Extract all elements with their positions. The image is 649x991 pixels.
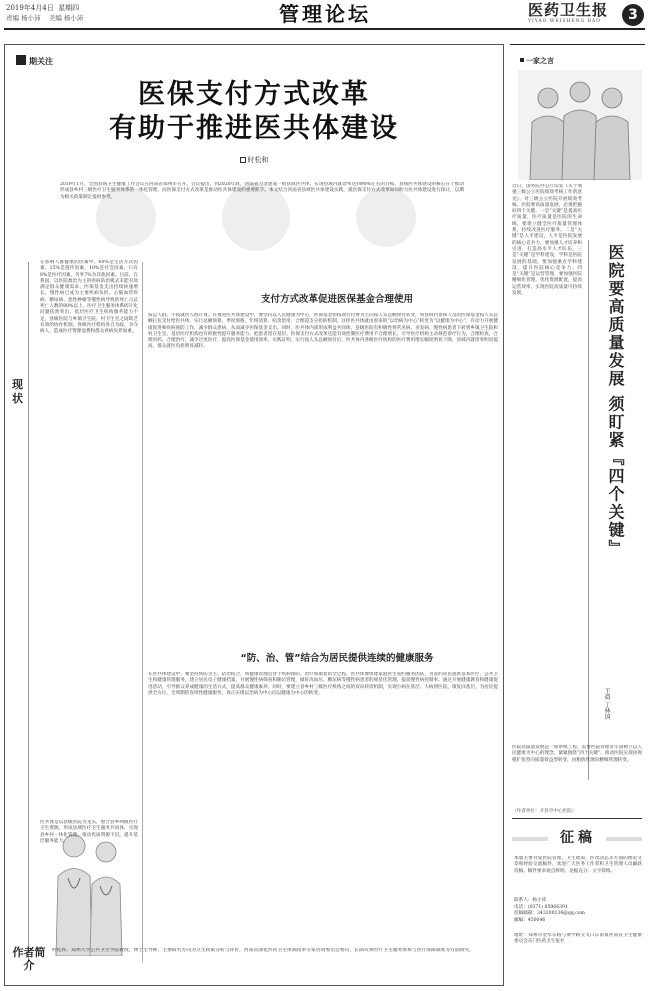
left-column-text: 在影响人群健康的因素中，60%是生活方式因素，15%是遗传因素，10%是社会因素，只有8%是医疗因素，另外7%为其他因素。目前，在我国，以医院救治为主的疾病防治模式未能有效满足群众健康需求，医保基金支出持续快速增长，慢性病已成为主要疾病负担。心脑血管疾病、糖尿病、恶性肿瘤等慢性病导致的死亡占总死亡人数的80%以上。医疗卫生服务体系碎片化问题依然突出，基层医疗卫生机构服务能力不足，县级医院与乡镇卫生院、村卫生室之间缺乏有效的协作机制，各级医疗机构各自为政，争夺病人，造成医疗资源浪费和群众看病负担加重。 <box>40 260 138 335</box>
sidebar-article-text: 近日，国务院办公厅印发《关于加强三级公立医院绩效考核工作的意见》，对三级公立医院开展绩效考核。医院要高质量发展，必须把握好四个关键。一是“关键”是提高医疗质量，医疗质量是医院的生命线，要建立健全医疗质量管理体系，持续改进医疗服务。二是“关键”是人才建设，人才是医院发展的核心竞争力，要加强人才培养和引进，打造高水平人才队伍。三是“关键”是学科建设，学科是医院发展的基础，要加强重点学科建设，提升医院核心竞争力。四是“关键”是运营管理，要加强医院精细化管理，优化资源配置，提高运营效率，实现医院高质量可持续发展。 <box>512 184 582 297</box>
section-label-status: 现状 <box>12 378 23 405</box>
sidebar-tag: 一家之言 <box>520 56 554 66</box>
sidebar-source: （作者单位：开封市中心医院） <box>512 809 577 814</box>
contact-address: 地址：郑州市金水东路与博学路交叉口东南角河南省卫生健康委员会东门医药卫生报社 <box>514 933 642 945</box>
subhead-2: “防、治、管”结合为居民提供连续的健康服务 <box>240 653 434 664</box>
newspaper-logo-en: YIYAO WEISHENG BAO <box>528 19 601 24</box>
contact-info <box>514 898 642 924</box>
sidebar-divider <box>512 818 642 819</box>
sidebar-author: 王舜 丁林国 <box>603 688 610 720</box>
section-title: 管理论坛 <box>279 2 371 26</box>
column-tag: 期关注 <box>16 55 53 67</box>
contact-person: 联系人：杨小沛 <box>514 898 547 903</box>
issue-date: 2019年4月4日 星期四 <box>6 4 80 12</box>
page-number: 3 <box>622 4 644 26</box>
contact-postcode: 邮编：450046 <box>514 917 546 923</box>
author-bio: 时松和，郑州大学公共卫生学院教授，博士生导师，主要研究方向为卫生政策分析与评价，河南省深化医药卫生体制改革专家咨询委员会委员，长期从事医疗卫生服务体系与医疗保障制度等方面研究。 <box>52 948 475 953</box>
contact-email[interactable]: 投稿邮箱：343200136@qq.com <box>514 911 585 917</box>
subhead-1: 支付方式改革促进医保基金合理使用 <box>260 294 413 305</box>
call-for-papers-body: 本版主要刊发医院管理、卫生政策、医改动态等方面的理论文章和经验交流稿件，欢迎广大医务工作者和卫生管理人员踊跃投稿。稿件要求观点鲜明、论据充分、文字简练。 <box>514 856 642 874</box>
contact-phone: 电话：(0371) 85966391 <box>514 904 568 910</box>
left-column-rule <box>28 262 29 962</box>
sidebar-top-rule <box>510 44 645 45</box>
sidebar-rule <box>588 240 589 780</box>
sidebar-vertical-headline: 医院要高质量发展 须盯紧『四个关键』 <box>606 244 625 558</box>
masthead-rule <box>4 28 645 30</box>
body-section-1: 按总人群、不按就医人群计算。在推进医共体建设中，要坚持以人民健康为中心，医保基金由按项目付费为主向按人头总额预付转变，将县域内参保人员的医保基金按人头总额打包支付给医共体，实行总额预算、季度预拨、年终清算、结余留用、合理超支分担的机制。这样医共体就由原来的“以治病为中心”转变为“以健康为中心”，有动力开展健康促进和疾病预防工作，减少群众患病，从而减少医保基金支出。同时，医共体内部形成利益共同体，县级医院有积极性将常见病、多发病、慢性病患者下转到乡镇卫生院和村卫生室，基层医疗机构也有积极性提升服务能力，把患者留在基层。医保支付方式改革还能有效控制医疗费用不合理增长，引导医疗机构主动规范诊疗行为，合理检查、合理用药、合理治疗，减少过度医疗，提高医保基金使用效率。实践证明，实行按人头总额预付后，医共体内各级医疗机构的医疗费用增长幅度明显下降，县域内就诊率明显提高，群众就医负担明显减轻。 <box>148 313 498 350</box>
editor-credits: 责编 杨小沛 美编 杨小沛 <box>6 14 84 22</box>
call-for-papers-title: 征稿 <box>560 830 596 846</box>
column-seal-icon <box>16 55 26 65</box>
headline-line-1: 医保支付方式改革 <box>138 79 370 110</box>
sidebar-article-text-2: 医院高质量发展是一项系统工程，需要医院管理者牢固树立以人民健康为中心的理念，紧紧围绕“四个关键”，推动医院实现由规模扩张型向质量效益型转变，由粗放管理向精细管理转变。 <box>512 745 642 763</box>
left-column-text-2: 医共体是以县级医院为龙头，整合县乡两级医疗卫生资源，形成县域医疗卫生服务共同体，实现县乡村一体化管理，推动优质资源下沉，提升基层服务能力。 <box>40 820 138 844</box>
body-column-rule <box>142 262 143 962</box>
byline: 时松和 <box>8 155 500 165</box>
author-bio-label: 作者简介 <box>12 946 46 972</box>
hospital-team-photo <box>518 70 642 180</box>
body-section-2: 在医共体建设中，要坚持预防为主、防治结合，将健康管理贯穿于疾病预防、治疗和康复的全过程。医共体要组建家庭医生签约服务团队，为签约居民提供基本医疗、公共卫生和健康管理服务，建立居民电子健康档案，开展慢性病筛查和随访管理，做好高血压、糖尿病等慢性病患者的规范化管理，提高慢性病控制率。通过开展健康教育和健康促进活动，引导群众养成健康的生活方式，提高群众健康素养。同时，要建立县乡村三级医疗机构之间的双向转诊机制，实现小病在基层、大病到医院、康复回基层，为居民提供全方位、全周期的连续性健康服务，真正实现以治病为中心向以健康为中心的转变。 <box>148 672 498 696</box>
headline-line-2: 有助于推进医共体建设 <box>109 113 399 144</box>
byline-box-icon <box>240 157 246 163</box>
lead-paragraph: 2019年1月，全国县域卫生健康工作会议在河南省郑州市召开。会议提出，到2020年底，河南省力争建成一批县域医共体，实现县域内就诊率达到90%左右的目标。县域医共体建设的核心在于推动形成县乡村三级医疗卫生服务体系的一体化管理，而医保支付方式改革是推动医共体建设的重要抓手。本文结合河南省县域医共体建设实践，就医保支付方式改革如何助力医共体建设进行探讨，以期为相关政策制定提供参考。 <box>60 182 464 200</box>
tag-square-icon <box>520 58 524 62</box>
newspaper-logo: 医药卫生报 <box>528 1 609 19</box>
